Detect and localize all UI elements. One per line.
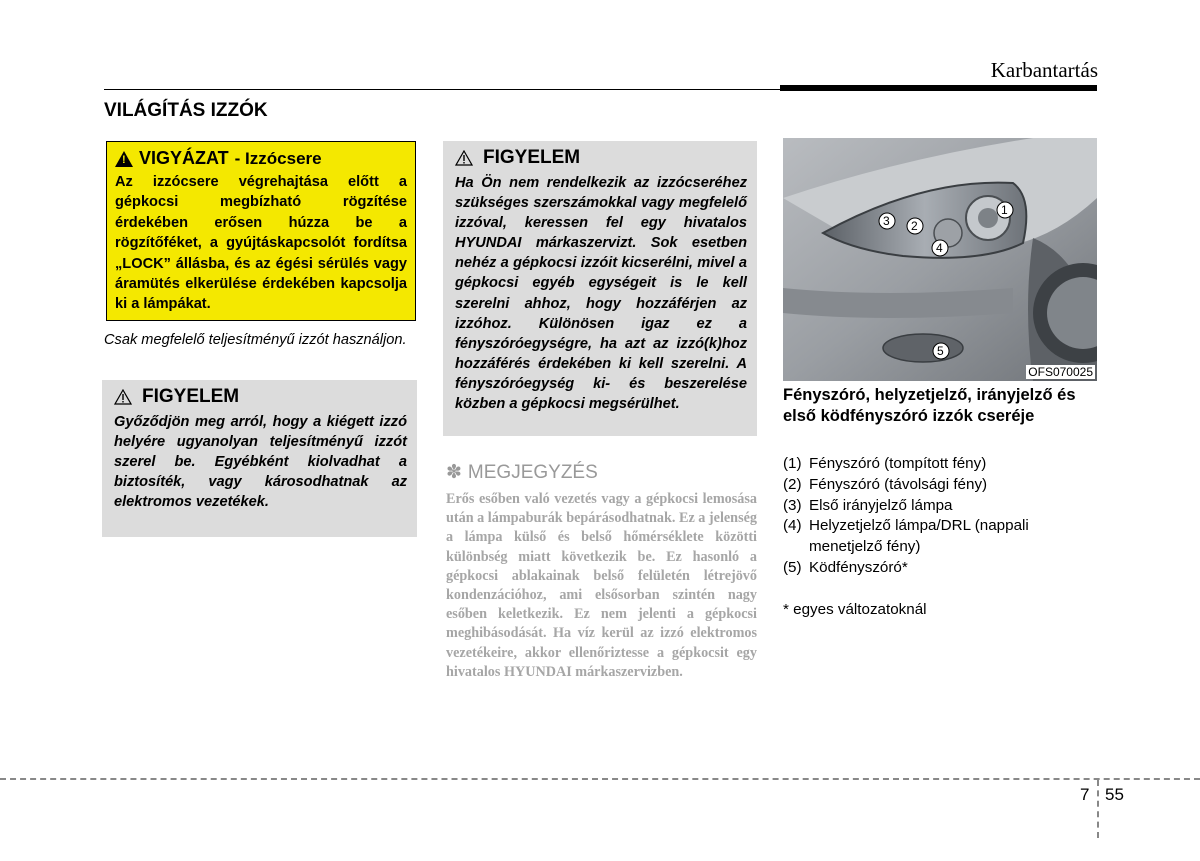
caution-triangle-icon bbox=[455, 150, 473, 166]
warning-heading bbox=[115, 148, 407, 169]
parts-list bbox=[783, 454, 1103, 579]
chapter-title: Karbantartás bbox=[990, 58, 1098, 82]
warning-text: Az izzócsere végrehajtása előtt a gépkocsi megbízható rögzítése érdekében erősen húzza be a rögzítőféket, a gyújtáskapcsolót fordítsa „LOCK” állásba, és az égési sérülés vagy áramütés elkerülése érdekében kapcsolja ki a lámpákat. bbox=[115, 174, 407, 313]
warning-subtitle: - Izzócsere bbox=[234, 148, 322, 168]
bulb-note: Csak megfelelő teljesítményű izzót használjon. bbox=[104, 332, 407, 348]
footer-dashed-rule bbox=[0, 778, 1200, 780]
headlamp-photo bbox=[783, 138, 1097, 381]
callout-label: 2 bbox=[911, 219, 918, 233]
section-title: VILÁGÍTÁS IZZÓK bbox=[104, 100, 268, 121]
callout-label: 4 bbox=[936, 241, 943, 255]
caution-box-service bbox=[443, 141, 757, 436]
caution-text: Ha Ön nem rendelkezik az izzócseréhez szükséges szerszámokkal vagy megfelelő izzóval, keressen fel egy hivatalos HYUNDAI márkaszervizt. Sok esetben nehéz a gépkocsi izzóit kicserélni, mivel a gépkocsi egyéb egységeit is le kell szerelni ahhoz, hogy hozzáférjen az izzóhoz. Különösen igaz ez a fényszóróegységre, ha azt az izzó(k)hoz hozzáférés érdekében ki kell szerelni. A fényszóróegység ki- és beszerelése közben a gépkocsi megsérülhet. bbox=[455, 175, 747, 413]
figure-code: OFS070025 bbox=[1028, 365, 1093, 379]
caution-triangle-icon bbox=[114, 389, 132, 405]
note-heading bbox=[446, 461, 598, 484]
warning-box bbox=[106, 141, 416, 321]
list-item: (4) Helyzetjelző lámpa/DRL (nappali menetjelző fény) bbox=[783, 517, 1029, 556]
footnote: * egyes változatoknál bbox=[783, 601, 927, 618]
footer-vertical-divider bbox=[1097, 780, 1099, 838]
callout-label: 5 bbox=[937, 344, 944, 358]
page-number: 55 bbox=[1105, 785, 1124, 804]
header-rule bbox=[780, 85, 1097, 91]
headlamp-illustration bbox=[783, 138, 1097, 381]
figure-caption: Fényszóró, helyzetjelző, irányjelző és első ködfényszóró izzók cseréje bbox=[783, 386, 1076, 425]
caution-box-bulb bbox=[102, 380, 417, 537]
warning-title: VIGYÁZAT bbox=[139, 148, 229, 168]
caution-heading bbox=[114, 386, 407, 408]
caution-text: Győződjön meg arról, hogy a kiégett izzó helyére ugyanolyan teljesítményű izzót szerel be. Egyébként kiolvadhat a biztosíték, vagy károsodhatnak az elektromos vezetékek. bbox=[114, 414, 407, 511]
list-item: (1) Fényszóró (tompított fény) bbox=[783, 455, 987, 472]
list-item: (5) Ködfényszóró* bbox=[783, 558, 908, 576]
caution-title: FIGYELEM bbox=[142, 386, 240, 407]
callout-label: 1 bbox=[1001, 203, 1008, 217]
caution-title: FIGYELEM bbox=[483, 147, 581, 168]
note-title: MEGJEGYZÉS bbox=[467, 461, 598, 483]
warning-triangle-icon: ! bbox=[115, 151, 133, 167]
note-asterisk-icon: ✽ bbox=[446, 462, 462, 483]
chapter-number: 7 bbox=[1080, 785, 1090, 804]
callout-label: 3 bbox=[883, 214, 890, 228]
list-item: (2) Fényszóró (távolsági fény) bbox=[783, 475, 988, 493]
list-item: (3) Első irányjelző lámpa bbox=[783, 496, 953, 514]
header-thin-rule bbox=[104, 89, 780, 90]
note-text: Erős esőben való vezetés vagy a gépkocsi lemosása után a lámpaburák bepárásodhatnak. Ez a jelenség a lámpa külső és belső hőmérséklete közötti különbség miatt következik be. Ez hasonló a gépkocsi ablakainak belső felületén létrejövő kondenzációhoz, ami elsősorban szintén nagy esőben keletkezik. Ez nem jelenti a gépkocsi meghibásodását. Ha víz kerül az izzó elektromos vezetékeire, akkor ellenőriztesse a gépkocsit egy hivatalos HYUNDAI márkaszervizben. bbox=[446, 491, 757, 680]
caution-heading bbox=[455, 147, 747, 169]
